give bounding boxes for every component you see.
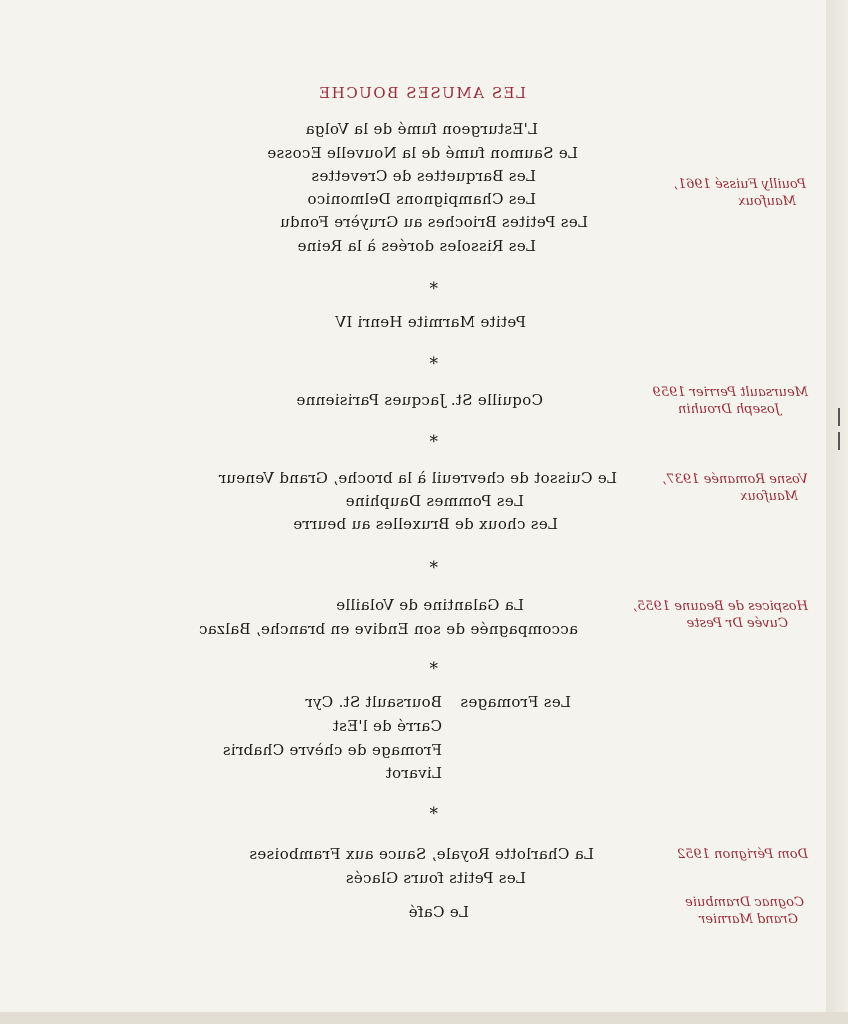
course-separator: * [429,279,438,299]
wine-pairing [653,384,808,418]
menu-item: Petite Marmite Henri IV [335,313,526,331]
wine-pairing [633,598,808,632]
menu-item: L'Esturgeon fumé de la Volga [305,120,538,138]
menu-item: Les choux de Bruxelles au beurre [293,515,558,533]
menu-item: Les Petites Brioches au Gruyère Fondu [279,213,588,231]
menu-item: Fromage de chèvre Chabris [222,741,442,759]
wine-name: Dom Pérignon 1952 [676,847,808,862]
cheese-course-label: Les Fromages [460,693,571,711]
binding-mark [838,432,840,450]
menu-heading: LES AMUSES BOUCHE [317,84,526,102]
menu-item: Les Pommes Dauphine [345,492,524,510]
menu-item: Les Petits fours Glacés [345,869,526,887]
course-separator: * [429,558,438,578]
wine-producer: Maufoux [738,194,796,209]
wine-name: Hospices de Beaune 1955, [632,599,808,614]
menu-item: Les Champignons Delmonico [307,190,536,208]
wine-name: Meursault Perrier 1959 [652,385,808,400]
menu-item: Le Saumon fumé de la Nouvelle Ecosse [267,144,578,162]
menu-item: Le Cuissot de chevreuil à la broche, Grand Veneur [218,469,617,487]
wine-producer: Maufoux [740,489,798,504]
wine-pairing [685,894,804,928]
menu-item: Boursault St. Cyr [305,693,442,711]
menu-item: Coquille St. Jacques Parisienne [296,391,543,409]
menu-item: Les Barquettes de Crevettes [311,167,536,185]
wine-name: Grand Marnier [699,912,798,927]
menu-item: Le Café [408,903,469,921]
wine-producer: Joseph Drouhin [678,402,780,417]
wine-name: Cognac Drambuie [685,895,804,910]
course-separator: * [429,354,438,374]
wine-pairing [662,471,808,505]
course-separator: * [429,659,438,679]
menu-item: Livarot [385,764,442,782]
page-bottom-edge [0,1012,848,1024]
course-separator: * [429,804,438,824]
binding-mark [838,408,840,426]
wine-pairing [677,846,808,863]
menu-item: Les Rissoles dorées à la Reine [297,237,536,255]
menu-item: La Galantine de Volaille [335,596,524,614]
wine-name: Pouilly Fuissé 1961, [673,177,806,192]
menu-item: accompagnée de son Endive en branche, Balzac [198,620,578,638]
page-edge [826,0,848,1024]
wine-producer: Cuvée Dr Peste [686,616,788,631]
wine-pairing [674,176,806,210]
menu-item: Carré de l'Est [332,717,442,735]
course-separator: * [429,432,438,452]
menu-item: La Charlotte Royale, Sauce aux Framboises [249,845,594,863]
wine-name: Vosne Romanée 1937, [662,472,808,487]
